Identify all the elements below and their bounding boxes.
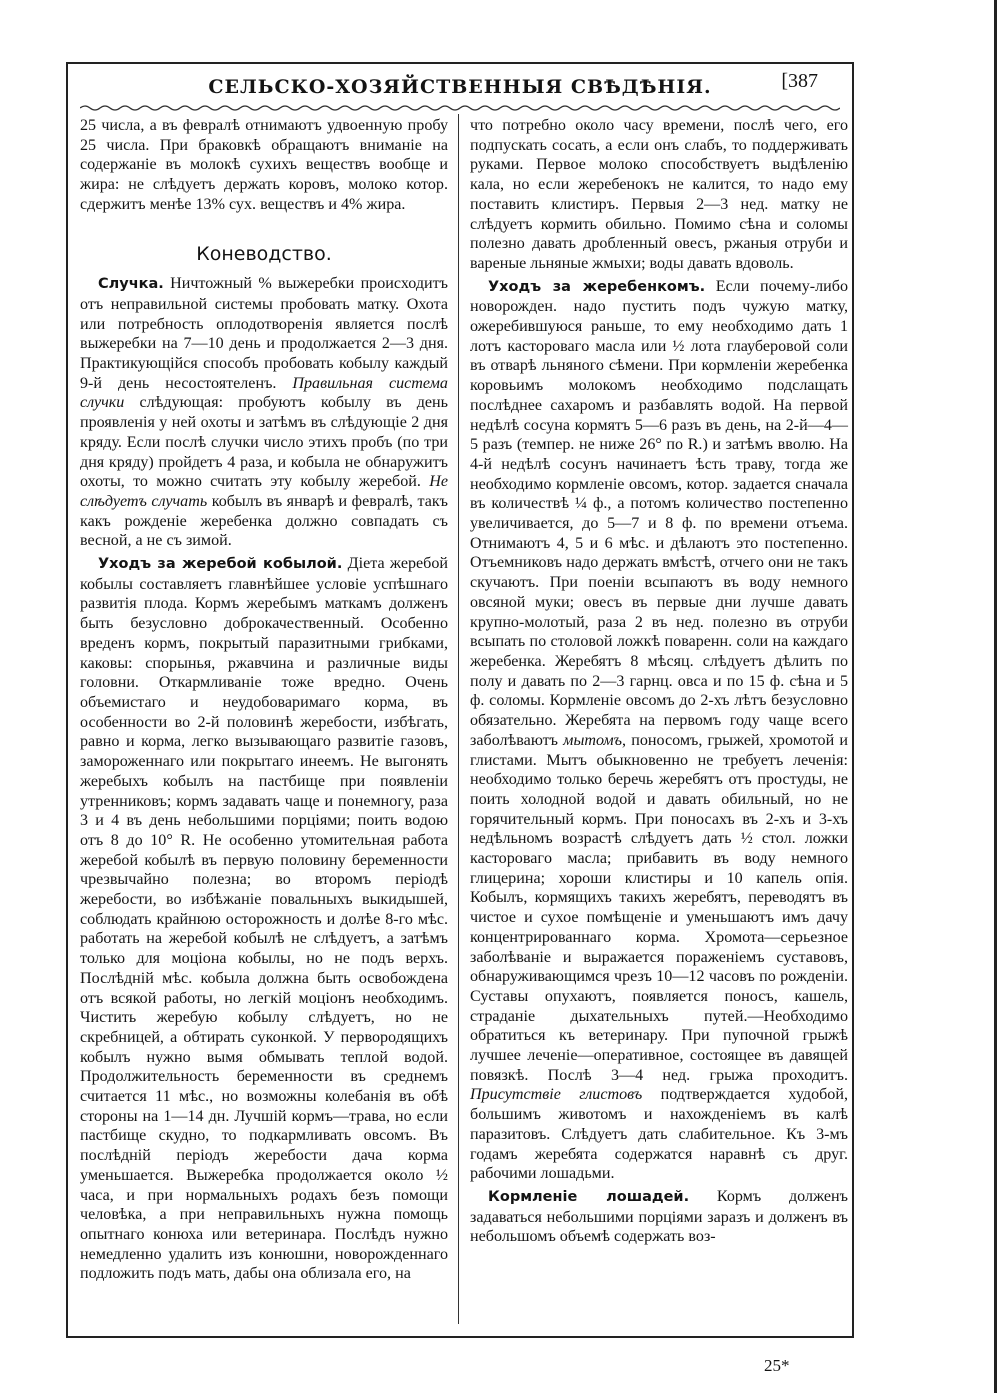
paragraph-sluchka [80,274,448,551]
paragraph-text: кобылъ въ январѣ и февралѣ, такъ какъ рожденіе жеребенка должно совпадать съ весной, а не съ зимой. [80,492,448,550]
left-column [80,116,448,1284]
paragraph-horse-feeding [470,1187,848,1247]
emphasis-text: Не слѣдуетъ случать [80,473,448,510]
paragraph-text: Кормъ долженъ задаваться небольшими порціями заразъ и долженъ въ небольшомъ объемѣ содержать воз- [470,1187,848,1246]
left-intro-paragraph: 25 числа, а въ февралѣ отнимаютъ удвоенную пробу 25 числа. При браковкѣ обращаютъ вниманіе на содержаніе въ молокѣ сухихъ веществъ вообще и жира: не слѣдуетъ держать коровъ, молоко котор. сдержитъ менѣе 13% сух. веществъ и 4% жира. [80,117,448,213]
emphasis-text: Правильная система случки [80,374,448,412]
running-header [66,70,854,106]
paragraph-text: Діета жеребой кобылы составляетъ главнѣйшее условіе успѣшнаго развитія плода. Кормъ жеребымъ маткамъ долженъ быть безусловно доброкачественный. Особенно вреденъ кормъ, покрытый паразитными грибками, каковы: спорынья, ржавчина и различные виды головни. Откармливаніе тоже вредно. Очень объемистаго и неудобоваримаго корма, въ особенности во 2-й половинѣ жеребости, избѣгать, равно и корма, легко вызывающаго развитіе газовъ, замороженнаго или покрытаго инеемъ. Не выгонять жеребыхъ кобылъ на пастбище при появленіи утренниковъ; кормъ задавать чаще и понемногу, раза 3 и 4 въ день небольшими порціями; поить водою отъ 8 до 10° R. Не особенно утомительная работа жеребой кобылѣ въ первую половину беременности чрезвычайно полезна; во второмъ періодѣ жеребости, во избѣжаніе повальныхъ выкидышей, соблюдать крайнюю осторожность и долѣе 8-го мѣс. работать на жеребой кобылѣ не слѣдуетъ, а затѣмъ только для моціона кобылы, но не подъ верхъ. Послѣдній мѣс. кобыла должна быть освобождена отъ всякой работы, но легкій моціонъ необходимъ. Чистить жеребую кобылу слѣдуетъ, но не скребницей, а обтирать суконкой. У первородящихъ кобылъ нужно вымя обмывать теплой водой. Продолжительность беременности въ среднемъ считается 11 мѣс., но возможны колебанія въ обѣ стороны на 1—14 дн. Лучшій кормъ—трава, но если пастбище скудно, то подкармливать овсомъ. Въ послѣдній періодъ жеребости дача корма уменьшается. Выжеребка продолжается около ½ часа, и при нормальныхъ родахъ безъ помощи человѣка, а при неправильныхъ нужна помощь опытнаго конюха или ветеринара. Послѣдъ нужно немедленно удалить изъ конюшни, новорожденнаго подложить подъ мать, дабы она облизала его, на [80,555,448,1283]
paragraph-pregnant-mare [80,554,448,1284]
emphasis-text: Присутствіе глистовъ [470,1086,643,1104]
paragraph-lead: Уходъ за жеребой кобылой. [98,556,343,573]
paragraph-lead: Случка. [98,276,164,293]
paragraph-text: , поносомъ, грыжей, хромотой и глистами. Мытъ обыкновенно не требуетъ леченія: необходимо только беречь жеребятъ отъ простуды, не поить холодной водой и давать обильный, но не горячительный кормъ. При поносахъ въ 2-хъ и 3-хъ недѣльномъ возрастѣ слѣдуетъ дать ½ стол. ложки касторовагo масла; прибавить въ воду немного глицерина; хороши клистиры и 10 капель опія. Кобылъ, кормящихъ такихъ жеребятъ, переводятъ въ чистое и сухое помѣщеніе и уменьшаютъ имъ дачу концентрированнаго корма. Хромота—серьезное заболѣваніе и выражается пораженіемъ суставовъ, обнаруживающимся чрезъ 10—12 часовъ по рожденіи. Суставы опухаютъ, появляется поносъ, кашель, страданіе дыхательныхъ путей.—Необходимо обратиться къ ветеринару. При пупочной грыжѣ лучшее леченіе—оперативное, состоящее въ давящей повязкѣ. Послѣ 3—4 нед. грыжа проходитъ. [470,731,848,1084]
paragraph-foal-care [470,277,848,1184]
scan-edge-line [994,0,997,1393]
column-divider [458,114,459,1324]
paragraph-text: слѣдующая: пробуютъ кобылу въ день проявленія у ней охоты и затѣмъ въ слѣдующіе 2 дня кряду. Если послѣ случки число этихъ пробъ (по три дня кряду) пройдетъ 4 раза, и кобыла не обнаружитъ охоты, то можно считать эту кобылу жеребой. [80,394,448,491]
paragraph-text: подтверждается худобой, большимъ животомъ и нахожденіемъ въ калѣ паразитовъ. Слѣдуетъ дать слабительное. Къ 3-мъ годамъ жеребята содержатся наравнѣ съ друг. рабочими лошадьми. [470,1086,848,1183]
right-intro-paragraph: что потребно около часу времени, послѣ чего, его подпускать сосать, а если онъ слабъ, то поддерживать руками. Первое молоко способствуетъ выдѣленію кала, но если жеребенокъ не калится, то надо ему поставить клистиръ. Первыя 2—3 нед. матку не слѣдуетъ кормить обильно. Помимо сѣна и соломы полезно давать дробленный овесъ, ржаныя отруби и вареные льняные жмыхи; воды давать вдоволь. [470,117,848,272]
paragraph-text: Если почему-либо новорожден. надо пустить подъ чужую матку, ожеребившуюся раньше, то ему необходимо дать 1 лотъ касторовагo масла или ½ лота глауберовой соли въ отварѣ льняного сѣмени. При кормленіи жеребенка коровьимъ молокомъ необходимо подслащать послѣднее сахаромъ и разбавлять водой. На первой недѣлѣ сосуна кормятъ 5—6 разъ въ день, на 2-й—4—5 разъ (темпер. не ниже 26° по R.) и затѣмъ вволю. На 4-й недѣлѣ сосунъ начинаетъ ѣсть траву, тогда же необходимо кормленіе овсомъ, котор. задается сначала въ количествѣ ¼ ф., а потомъ количество постепенно увеличивается, до 5—7 и 8 ф. по времени отъема. Отнимаютъ 4, 5 и 6 мѣс. и дѣлаютъ это постепенно. Отъемниковъ надо держать вмѣстѣ, отчего они не такъ скучаютъ. При поеніи всыпаютъ въ воду немного овсяной муки; овесъ въ первые дни лучше давать крупно-молотый, раза 2 въ нед. полезно въ отруби всыпать по столовой ложкѣ поваренн. соли на каждаго жеребенка. Жеребятъ 8 мѣсяц. слѣдуетъ дѣлить по полу и давать по 2—3 гарнц. овса и по 15 ф. сѣна и 5 ф. соломы. Кормленіе овсомъ до 2-хъ лѣтъ безусловно обязательно. Жеребята на первомъ году чаще всего заболѣваютъ [470,277,848,749]
paragraph-lead: Кормленіе лошадей. [488,1188,690,1205]
paragraph-lead: Уходъ за жеребенкомъ. [488,278,706,295]
page-title: СЕЛЬСКО-ХОЗЯЙСТВЕННЫЯ СВѢДѢНІЯ. [208,76,712,98]
paragraph-text: Ничтожный % выжеребки происходитъ отъ неправильной системы пробовать матку. Охота или потребность оплодотворенія является послѣ выжеребки на 7—10 день и продолжается 2—3 дня. Практикующійся способъ пробовать кобылу каждый 9-й день несостоятеленъ. [80,275,448,392]
page-number: [387 [781,70,818,92]
signature-mark: 25* [764,1356,790,1375]
wavy-rule [80,104,840,112]
right-column [470,116,848,1247]
section-title: Коневодство. [196,242,332,265]
emphasis-text: мытомъ [563,731,623,749]
